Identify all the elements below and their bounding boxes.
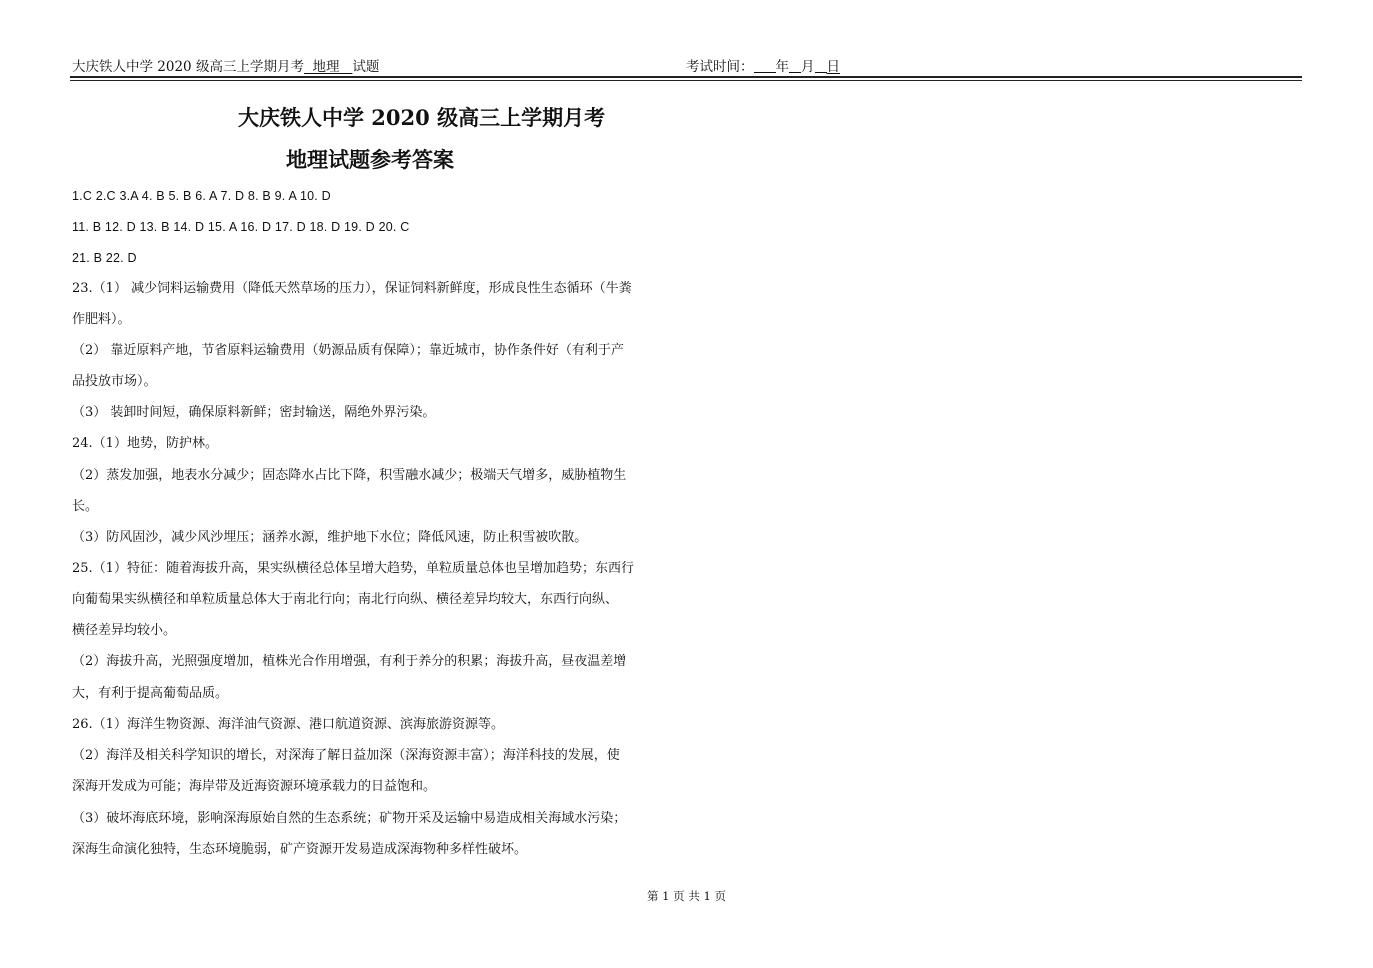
q25-part1-line1: 25.（1）特征：随着海拔升高，果实纵横径总体呈增大趋势，单粒质量总体也呈增加趋势；东西行: [72, 561, 634, 576]
q24-part2-line1: （2）蒸发加强，地表水分减少；固态降水占比下降，积雪融水减少；极端天气增多，威胁植物生: [72, 468, 627, 483]
running-header: [72, 58, 1300, 76]
q26-part3-line2: 深海生命演化独特，生态环境脆弱，矿产资源开发易造成深海物种多样性破坏。: [72, 842, 528, 857]
q25-part1-line3: 横径差异均较小。: [72, 623, 177, 638]
year-label: 年: [775, 59, 789, 75]
exam-time-label: 考试时间：: [686, 59, 754, 75]
q23-part2-line2: 品投放市场）。: [72, 374, 157, 389]
day-label: 日: [826, 59, 840, 75]
q23-part1-line2: 作肥料）。: [72, 312, 131, 327]
q26-part2-line1: （2）海洋及相关科学知识的增长，对深海了解日益加深（深海资源丰富）；海洋科技的发展，使: [72, 748, 620, 763]
header-suffix: 试题: [352, 59, 380, 75]
header-subject: 地理: [312, 59, 340, 75]
document-subtitle: 地理试题参考答案: [286, 147, 454, 172]
document-title: 大庆铁人中学 2020 级高三上学期月考: [238, 105, 606, 130]
q26-part1: 26.（1）海洋生物资源、海洋油气资源、港口航道资源、滨海旅游资源等。: [72, 717, 504, 732]
month-label: 月: [801, 59, 815, 75]
year-blank: [754, 58, 776, 73]
page-footer: 第 1 页 共 1 页: [647, 889, 726, 903]
q24-part3: （3）防风固沙，减少风沙埋压；涵养水源，维护地下水位；降低风速，防止积雪被吹散。: [72, 530, 588, 545]
header-exam-name: [72, 58, 379, 76]
q25-part1-line2: 向葡萄果实纵横径和单粒质量总体大于南北行向；南北行向纵、横径差异均较大，东西行向纵、: [72, 592, 619, 607]
q23-part1-line1: 23.（1） 减少饲料运输费用（降低天然草场的压力），保证饲料新鲜度，形成良性生态循环（牛粪: [72, 281, 632, 296]
q25-part2-line2: 大，有利于提高葡萄品质。: [72, 686, 229, 701]
q23-part3: （3） 装卸时间短，确保原料新鲜；密封输送，隔绝外界污染。: [72, 405, 436, 420]
day-blank: [815, 58, 827, 73]
header-school-prefix: 大庆铁人中学 2020 级高三上学期月考: [72, 59, 304, 75]
header-rule-thin: [70, 80, 1302, 81]
mc-answers-row-2: 11. B 12. D 13. B 14. D 15. A 16. D 17. D 18. D 19. D 20. C: [72, 220, 410, 234]
mc-answers-row-1: 1.C 2.C 3.A 4. B 5. B 6. A 7. D 8. B 9. A 10. D: [72, 189, 331, 203]
q26-part3-line1: （3）破坏海底环境，影响深海原始自然的生态系统；矿物开采及运输中易造成相关海域水污染；: [72, 811, 627, 826]
q24-part1: 24.（1）地势，防护林。: [72, 436, 218, 451]
header-exam-time: [686, 58, 840, 76]
q25-part2-line1: （2）海拔升高，光照强度增加，植株光合作用增强，有利于养分的积累；海拔升高，昼夜温差增: [72, 654, 627, 669]
q23-part2-line1: （2） 靠近原料产地，节省原料运输费用（奶源品质有保障）；靠近城市，协作条件好（有利于产: [72, 343, 624, 358]
q26-part2-line2: 深海开发成为可能；海岸带及近海资源环境承载力的日益饱和。: [72, 779, 437, 794]
header-rule-thick: [70, 76, 1302, 78]
q24-part2-line2: 长。: [72, 499, 99, 514]
mc-answers-row-3: 21. B 22. D: [72, 251, 137, 265]
month-blank: [789, 58, 801, 73]
